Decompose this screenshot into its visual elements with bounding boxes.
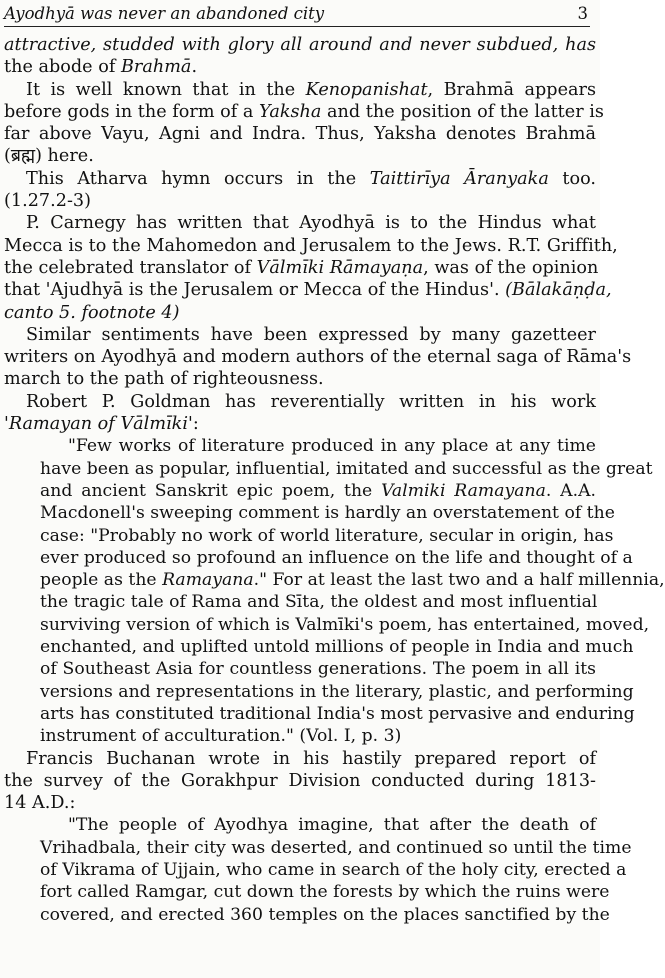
quote-line: instrument of acculturation." (Vol. I, p. 3) <box>40 726 402 747</box>
quote-line: people as the Ramayana." For at least the last two and a half millennia, <box>40 570 665 591</box>
text-line: writers on Ayodhyā and modern authors of the eternal saga of Rāma's <box>4 347 632 368</box>
text-line: (ब्रह्म) here. <box>4 146 94 167</box>
quote-line: of Southeast Asia for countless generations. The poem in all its <box>40 659 596 680</box>
page-header <box>4 2 590 27</box>
text-line: Similar sentiments have been expressed by many gazetteer <box>26 324 596 345</box>
quote-line: "The people of Ayodhya imagine, that after the death of <box>68 815 596 836</box>
text-line: 'Ramayan of Vālmīki': <box>4 414 199 435</box>
quote-line: surviving version of which is Valmīki's poem, has entertained, moved, <box>40 614 650 635</box>
block-quote-goldman <box>4 435 665 747</box>
block-quote-buchanan <box>4 814 632 925</box>
page-number: 3 <box>577 4 588 23</box>
page-body <box>4 34 665 926</box>
running-head: Ayodhyā was never an abandoned city <box>4 4 325 23</box>
text-line: march to the path of righteousness. <box>4 369 324 390</box>
text-line: This Atharva hymn occurs in the Taittirīya Āranyaka too. <box>26 168 596 189</box>
text-line: that 'Ajudhyā is the Jerusalem or Mecca of the Hindus'. (Bālakāṇḍa, <box>4 280 612 301</box>
quote-line: ever produced so profound an influence on the life and thought of a <box>40 547 633 568</box>
quote-line: the tragic tale of Rama and Sīta, the oldest and most influential <box>40 592 598 613</box>
quote-line: have been as popular, influential, imitated and successful as the great <box>40 458 653 479</box>
text-line: Robert P. Goldman has reverentially written in his work <box>26 391 596 412</box>
quote-line: versions and representations in the literary, plastic, and performing <box>40 681 634 702</box>
quote-line: and ancient Sanskrit epic poem, the Valmiki Ramayana. A.A. <box>40 480 596 501</box>
text-line: before gods in the form of a Yaksha and the position of the latter is <box>4 101 604 122</box>
text-line: canto 5. footnote 4) <box>4 302 180 323</box>
quote-line: enchanted, and uplifted untold millions of people in India and much <box>40 637 634 658</box>
quote-line: covered, and erected 360 temples on the places sanctified by the <box>40 904 610 925</box>
text-line: the celebrated translator of Vālmīki Rāmayaṇa, was of the opinion <box>4 257 599 278</box>
text-line: far above Vayu, Agni and Indra. Thus, Yaksha denotes Brahmā <box>4 124 596 145</box>
text-line: Mecca is to the Mahomedon and Jerusalem to the Jews. R.T. Griffith, <box>4 235 618 256</box>
text-line: attractive, studded with glory all around and never subdued, has <box>4 35 596 55</box>
quote-line: fort called Ramgar, cut down the forests by which the ruins were <box>40 882 610 903</box>
text-line: (1.27.2-3) <box>4 191 92 212</box>
quote-line: of Vikrama of Ujjain, who came in search of the holy city, erected a <box>40 859 627 880</box>
text-line: the abode of Brahmā. <box>4 57 198 78</box>
quote-line: "Few works of literature produced in any place at any time <box>68 436 596 457</box>
text-line: 14 A.D.: <box>4 793 76 814</box>
text-line: P. Carnegy has written that Ayodhyā is to the Hindus what <box>26 213 596 234</box>
quote-line: arts has constituted traditional India's most pervasive and enduring <box>40 703 635 724</box>
text-line: It is well known that in the Kenopanishat, Brahmā appears <box>26 79 596 100</box>
text-line: Francis Buchanan wrote in his hastily prepared report of <box>26 748 596 769</box>
quote-line: Macdonell's sweeping comment is hardly an overstatement of the <box>40 503 615 524</box>
quote-line: Vrihadbala, their city was deserted, and continued so until the time <box>40 837 632 858</box>
quote-line: case: "Probably no work of world literature, secular in origin, has <box>40 525 614 546</box>
text-line: the survey of the Gorakhpur Division conducted during 1813- <box>4 770 596 791</box>
